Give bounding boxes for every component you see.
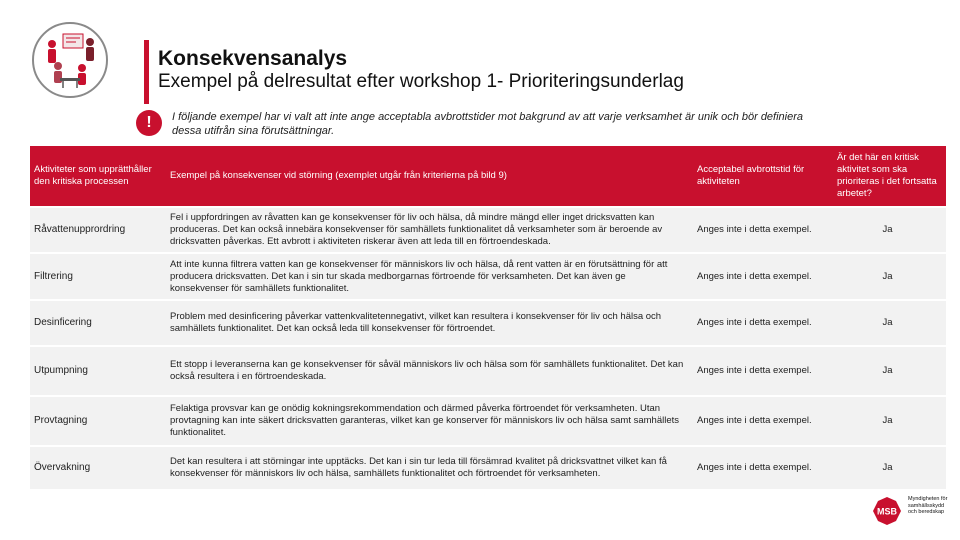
cell-critical: Ja [829,300,946,346]
header-consequence: Exempel på konsekvenser vid störning (exemplet utgår från kriterierna på bild 9) [162,146,689,207]
header-critical: Är det här en kritisk aktivitet som ska prioriteras i det fortsatta arbetet? [829,146,946,207]
msb-logo-line: och beredskap [908,509,945,515]
cell-critical: Ja [829,207,946,253]
cell-activity: Råvattenupprordring [30,207,162,253]
cell-acceptable-time: Anges inte i detta exempel. [689,207,829,253]
table-row [30,207,946,253]
cell-critical: Ja [829,446,946,489]
cell-critical: Ja [829,346,946,396]
msb-logo-mark-text: MSB [877,506,897,517]
msb-logo-line: samhällsskydd [908,502,945,509]
cell-consequence: Det kan resultera i att störningar inte upptäcks. Det kan i sin tur leda till försämrad kvalitet på dricksvattnet vilket kan få konsekvenser för människors liv och hälsa, samhällets funktionalitet och förtroendet för verksamheten. [162,446,689,489]
cell-consequence: Att inte kunna filtrera vatten kan ge konsekvenser för människors liv och hälsa, då rent vatten är en förutsättning för att producera dricksvatten. Det kan i sin tur skada medborgarnas förtroende för verksamheten. Det kan även ge konsekvenser för samhällets funktionalitet. [162,253,689,300]
table-header-row [30,146,946,207]
msb-logo [872,494,952,530]
table-row [30,396,946,446]
note-text: I följande exempel har vi valt att inte ange acceptabla avbrottstider mot bakgrund av att varje verksamhet är unik och bör definiera dessa utifrån sina förutsättningar. [172,111,804,137]
title-accent-bar [144,40,149,104]
cell-consequence: Ett stopp i leveranserna kan ge konsekvenser för såväl människors liv och hälsa som för samhällets funktionalitet. Det kan också resultera i en förtroendeskada. [162,346,689,396]
msb-logo-icon [872,496,902,526]
cell-activity: Desinficering [30,300,162,346]
cell-critical: Ja [829,396,946,446]
people-workshop-icon [30,20,110,100]
consequence-table [30,146,946,489]
cell-acceptable-time: Anges inte i detta exempel. [689,253,829,300]
table-row [30,446,946,489]
cell-consequence: Problem med desinficering påverkar vattenkvalitetennegativt, vilket kan resultera i konsekvenser för liv och hälsa och samhällets funktionalitet. Det kan också leda till konsekvenser för förtroendet. [162,300,689,346]
exclamation-icon: ! [136,110,162,136]
cell-activity: Provtagning [30,396,162,446]
cell-activity: Filtrering [30,253,162,300]
cell-acceptable-time: Anges inte i detta exempel. [689,446,829,489]
cell-acceptable-time: Anges inte i detta exempel. [689,300,829,346]
cell-critical: Ja [829,253,946,300]
header-activity: Aktiviteter som upprätthåller den kritiska processen [30,146,162,207]
page-subtitle: Exempel på delresultat efter workshop 1- Prioriteringsunderlag [158,71,684,92]
cell-acceptable-time: Anges inte i detta exempel. [689,346,829,396]
msb-logo-line: Myndigheten för [908,496,948,502]
header-acceptable-time: Acceptabel avbrottstid för aktiviteten [689,146,829,207]
table-row [30,253,946,300]
cell-activity: Övervakning [30,446,162,489]
msb-logo-text [908,496,954,516]
cell-consequence: Fel i uppfordringen av råvatten kan ge konsekvenser för liv och hälsa, då mindre mängd eller inget dricksvatten kan produceras. Det kan också innebära konsekvenser för samhällets funktionalitet då verksamheter som är beroende av dricksvatten påverkas. Ett avbrott i aktiviteten riskerar även att leda till en förtroendeskada. [162,207,689,253]
table-row [30,346,946,396]
cell-acceptable-time: Anges inte i detta exempel. [689,396,829,446]
page-title: Konsekvensanalys [158,47,348,70]
table-row [30,300,946,346]
cell-consequence: Felaktiga provsvar kan ge onödig kokningsrekommendation och därmed påverka förtroendet för verksamheten. Utan provtagning kan inte säkert dricksvatten garanteras, vilket kan ge konserver för människors liv och hälsa samt samhällets funktionalitet. [162,396,689,446]
cell-activity: Utpumpning [30,346,162,396]
